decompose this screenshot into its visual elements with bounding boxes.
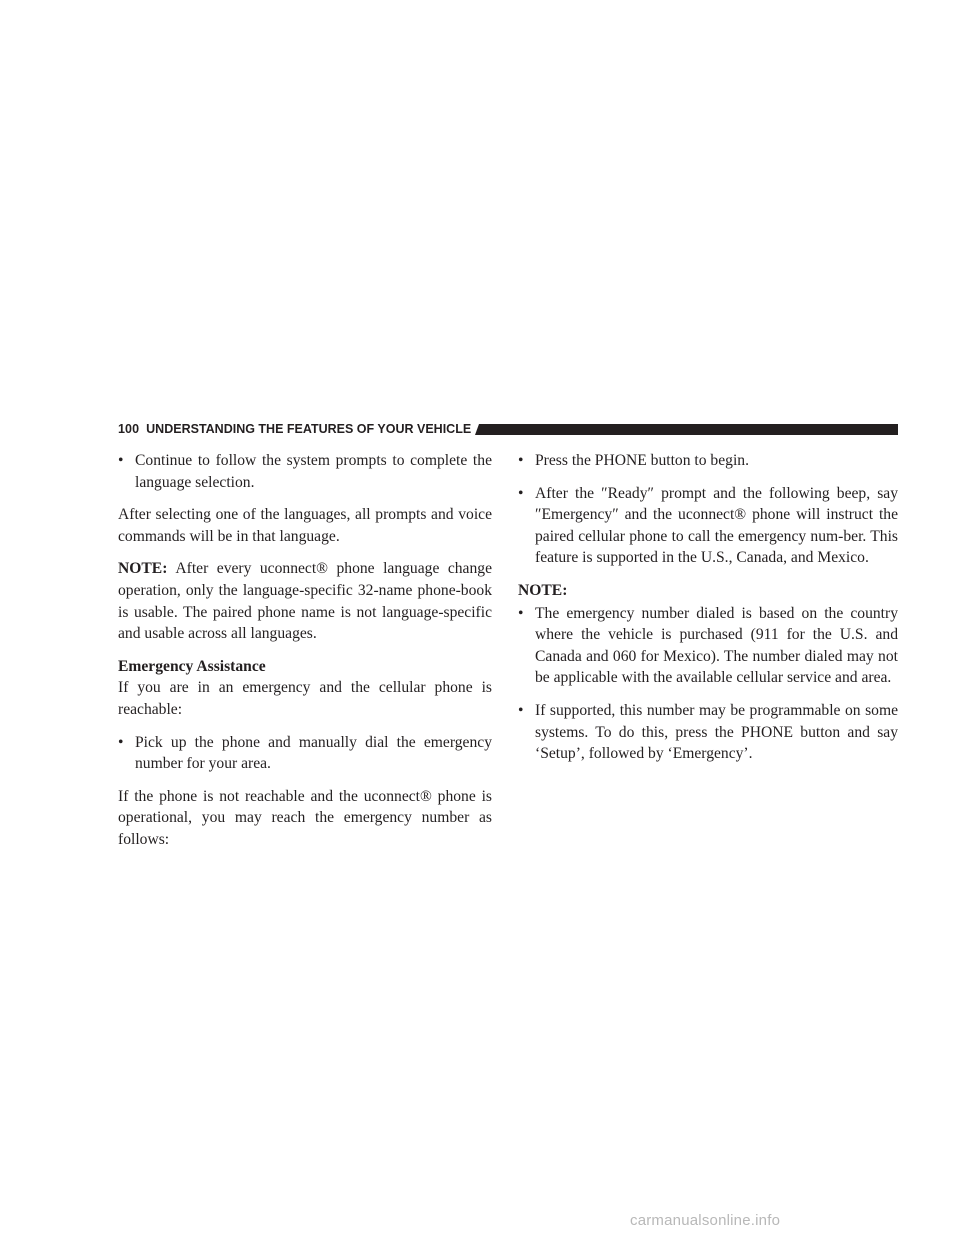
bullet-item [518, 450, 898, 472]
bullet-text: Press the PHONE button to begin. [535, 452, 749, 469]
note-text: After every uconnect® phone language change operation, only the language-specific 32-name phone-book is usable. The paired phone name is not language-specific and usable across all languages. [118, 560, 492, 643]
paragraph-not-reachable: If the phone is not reachable and the uconnect® phone is operational, you may reach the emergency number as follows: [118, 787, 492, 848]
right-column [518, 450, 898, 776]
note-label: NOTE: [118, 560, 168, 578]
emergency-heading: Emergency Assistance [118, 657, 266, 675]
paragraph-after-selecting: After selecting one of the languages, all prompts and voice commands will be in that language. [118, 506, 492, 545]
bullet-icon: • [518, 452, 524, 469]
bullet-icon: • [118, 452, 124, 469]
left-column [118, 450, 492, 862]
bullet-item [118, 450, 492, 493]
page-header [118, 420, 898, 438]
bullet-item [518, 700, 898, 765]
watermark: carmanualsonline.info [630, 1212, 781, 1229]
header-rule [479, 424, 898, 435]
bullet-item [118, 732, 492, 775]
bullet-text: After the ″Ready″ prompt and the following beep, say ″Emergency″ and the uconnect® phone will instruct the paired cellular phone to call the emergency num-ber. This feature is supported in the U.S., Canada, and Mexico. [535, 484, 898, 567]
bullet-item [518, 483, 898, 569]
bullet-text: The emergency number dialed is based on the country where the vehicle is purchased (911 for the U.S. and Canada and 060 for Mexico). The number dialed may not be applicable with the available cellular service and area. [535, 604, 898, 687]
bullet-item [518, 603, 898, 689]
bullet-icon: • [518, 701, 524, 719]
bullet-text: Pick up the phone and manually dial the emergency number for your area. [135, 733, 492, 773]
bullet-icon: • [518, 484, 524, 502]
section-title: UNDERSTANDING THE FEATURES OF YOUR VEHICLE [146, 422, 472, 436]
note-heading: NOTE: [518, 581, 568, 599]
paragraph-emergency: If you are in an emergency and the cellular phone is reachable: [118, 679, 492, 718]
page-number: 100 [118, 422, 140, 436]
note-paragraph [118, 558, 492, 644]
bullet-icon: • [118, 733, 124, 751]
bullet-icon: • [518, 604, 524, 622]
bullet-text: Continue to follow the system prompts to complete the language selection. [135, 452, 492, 491]
bullet-text: If supported, this number may be programmable on some systems. To do this, press the PHONE button and say ‘Setup’, followed by ‘Emergency’. [535, 701, 898, 763]
